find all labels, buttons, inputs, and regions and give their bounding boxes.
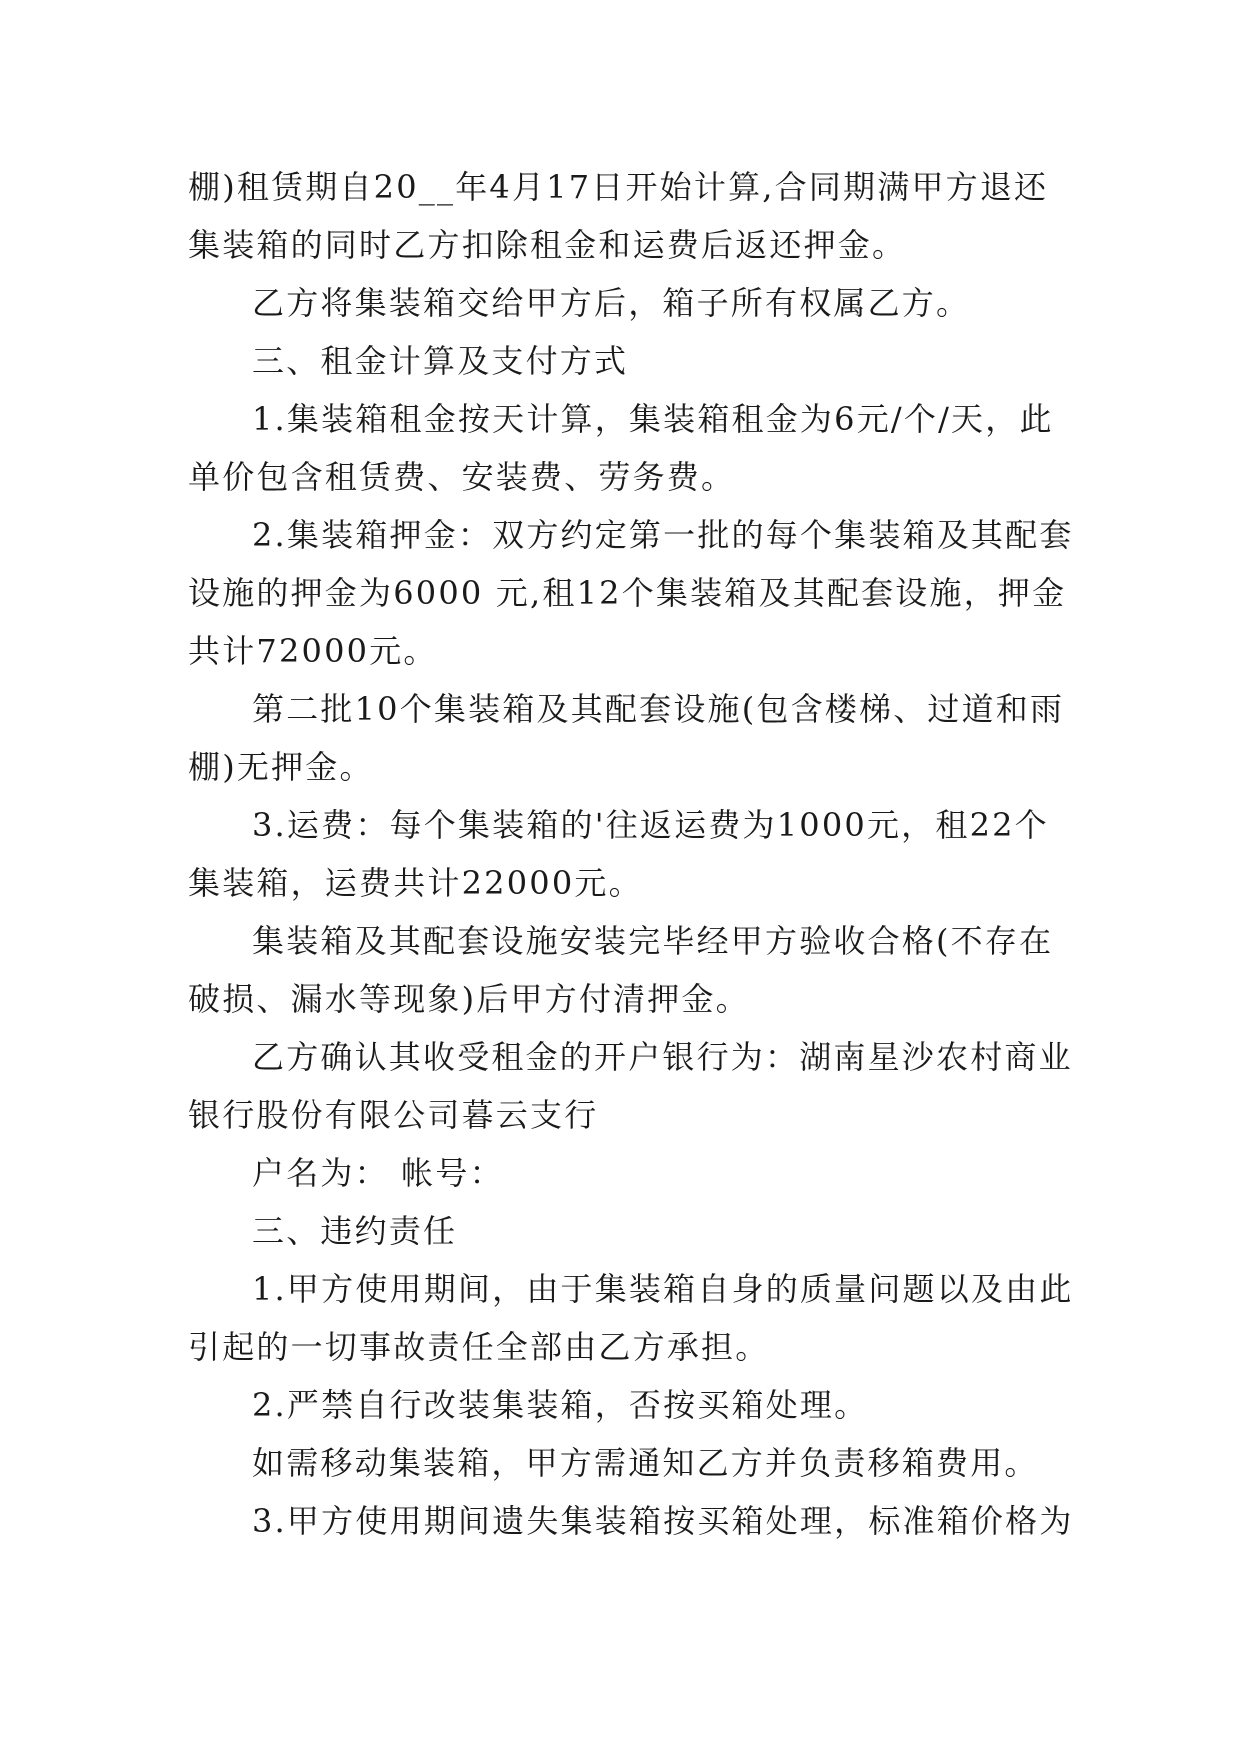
text-line: 3.运费：每个集装箱的'往返运费为1000元，租22个 bbox=[252, 806, 1049, 844]
text-line: 破损、漏水等现象)后甲方付清押金。 bbox=[188, 980, 750, 1018]
text-line: 共计72000元。 bbox=[188, 632, 438, 670]
text-line: 集装箱，运费共计22000元。 bbox=[188, 864, 643, 902]
text-line: 1.集装箱租金按天计算，集装箱租金为6元/个/天，此 bbox=[252, 400, 1054, 438]
text-line: 棚)无押金。 bbox=[188, 748, 374, 786]
text-line: 集装箱的同时乙方扣除租金和运费后返还押金。 bbox=[188, 226, 907, 264]
text-line: 银行股份有限公司暮云支行 bbox=[188, 1096, 599, 1134]
text-line: 引起的一切事故责任全部由乙方承担。 bbox=[188, 1328, 770, 1366]
text-line: 集装箱及其配套设施安装完毕经甲方验收合格(不存在 bbox=[252, 922, 1054, 960]
section-heading: 三、租金计算及支付方式 bbox=[252, 342, 629, 380]
text-line: 棚)租赁期自20__年4月17日开始计算,合同期满甲方退还 bbox=[188, 168, 1049, 206]
text-line: 3.甲方使用期间遗失集装箱按买箱处理，标准箱价格为 bbox=[252, 1502, 1074, 1540]
text-line: 设施的押金为6000 元,租12个集装箱及其配套设施，押金 bbox=[188, 574, 1067, 612]
text-line: 第二批10个集装箱及其配套设施(包含楼梯、过道和雨 bbox=[252, 690, 1065, 728]
text-line: 户名为： 帐号： bbox=[252, 1154, 504, 1192]
section-heading: 三、违约责任 bbox=[252, 1212, 458, 1250]
text-line: 如需移动集装箱，甲方需通知乙方并负责移箱费用。 bbox=[252, 1444, 1039, 1482]
text-line: 乙方确认其收受租金的开户银行为：湖南星沙农村商业 bbox=[252, 1038, 1073, 1076]
document-body bbox=[188, 158, 1074, 1550]
text-line: 2.严禁自行改装集装箱，否按买箱处理。 bbox=[252, 1386, 869, 1424]
text-line: 单价包含租赁费、安装费、劳务费。 bbox=[188, 458, 736, 496]
text-line: 1.甲方使用期间，由于集装箱自身的质量问题以及由此 bbox=[252, 1270, 1074, 1308]
text-line: 2.集装箱押金：双方约定第一批的每个集装箱及其配套 bbox=[252, 516, 1074, 554]
text-line: 乙方将集装箱交给甲方后，箱子所有权属乙方。 bbox=[252, 284, 971, 322]
